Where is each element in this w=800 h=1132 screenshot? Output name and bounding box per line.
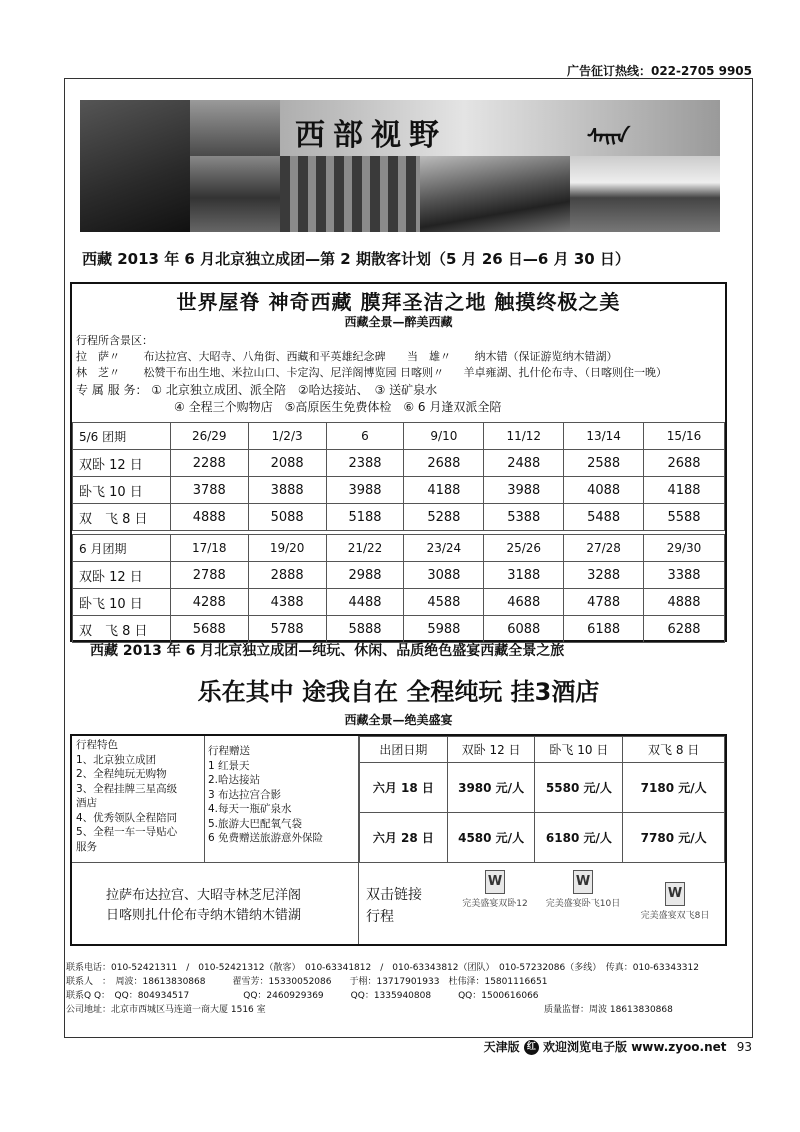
lhasa-label: 拉 萨〃: [76, 350, 120, 363]
feature-item: 4、优秀领队全程陪同: [76, 811, 178, 824]
divider: [204, 736, 205, 862]
nyingchi-sites: 松赞干布出生地、米拉山口、卡定沟、尼洋阁博览园 日喀则〃: [143, 366, 444, 379]
price-cell: 3288: [564, 562, 644, 589]
scenic-label: 行程所含景区：: [76, 334, 153, 347]
price-cell: 5580 元/人: [535, 763, 623, 813]
nyingchi-line: [76, 364, 667, 380]
link-label-2: 行程: [366, 909, 394, 925]
feature-item: 服务: [76, 840, 97, 853]
price-cell: 5888: [326, 616, 404, 643]
gift-item: 1 红景天: [208, 759, 250, 772]
contact-persons: 联系人 ： 周波：18613830868 翟雪芳：15330052086 于栩：13717901933 杜伟泽：15801116651: [66, 977, 548, 987]
feature-item: 酒店: [76, 797, 97, 809]
doc-link-double-flight[interactable]: [630, 882, 720, 921]
table-header-row: [73, 535, 725, 562]
link-label-1: 双击链接: [366, 887, 422, 903]
table-row: [360, 763, 725, 813]
price-cell: 3388: [644, 562, 725, 589]
price-cell: 4888: [170, 504, 248, 531]
gift-item: 3 布达拉宫合影: [208, 788, 282, 801]
price-cell: 4888: [644, 589, 725, 616]
price-cell: 5688: [170, 616, 248, 643]
price-cell: 6088: [484, 616, 564, 643]
price-cell: 5788: [248, 616, 326, 643]
doc-label: 完美盛宴卧飞10日: [545, 899, 621, 909]
price-cell: 25/26: [484, 535, 564, 562]
footer-text: 欢迎浏览电子版 www.zyoo.net: [543, 1040, 727, 1054]
word-document-icon: W: [485, 870, 505, 894]
price-cell: 5588: [644, 504, 725, 531]
banner: [80, 100, 720, 232]
section2-slogan: 乐在其中 途我自在 全程纯玩 挂3酒店: [197, 678, 600, 706]
doc-label: 完美盛宴双卧12: [462, 899, 528, 909]
price-cell: 4788: [564, 589, 644, 616]
price-cell: 26/29: [170, 423, 248, 450]
banner-photo-snow-lake: [570, 156, 720, 232]
price-cell: 9/10: [404, 423, 484, 450]
section1-slogan: 世界屋脊 神奇西藏 膜拜圣洁之地 触摸终极之美: [176, 290, 621, 314]
price-cell: 卧飞 10 日: [535, 737, 623, 763]
gift-item: 6 免费赠送旅游意外保险: [208, 832, 324, 844]
price-cell: 5088: [248, 504, 326, 531]
price-cell: 27/28: [564, 535, 644, 562]
price-cell: 13/14: [564, 423, 644, 450]
gifts-title: 行程赠送: [208, 745, 250, 757]
price-cell: 4288: [170, 589, 248, 616]
price-cell: 6288: [644, 616, 725, 643]
lhasa-line: [76, 348, 618, 364]
gift-item: 2.哈达接站: [208, 774, 261, 786]
service-label: 专 属 服 务：: [76, 383, 148, 397]
section2-box: [70, 734, 727, 946]
feature-item: 5、全程一车一导贴心: [76, 826, 178, 838]
price-cell: 双飞 8 日: [623, 737, 725, 763]
price-cell: 17/18: [170, 535, 248, 562]
footer-edition: 天津版: [483, 1040, 520, 1054]
section2-price-table: [359, 736, 725, 863]
route-summary: [106, 886, 301, 926]
price-cell: 2688: [404, 450, 484, 477]
service-items1: ① 北京独立成团、派全陪 ②哈达接站、 ③ 送矿泉水: [151, 383, 438, 397]
price-cell: 6188: [564, 616, 644, 643]
banner-photo-palace: [190, 100, 280, 156]
lhasa-sites: 布达拉宫、大昭寺、八角街、西藏和平英雄纪念碑: [143, 350, 386, 363]
table-row: [73, 589, 725, 616]
price-cell: 4688: [484, 589, 564, 616]
plan1-title: 西藏 2013 年 6 月北京独立成团—第 2 期散客计划（5 月 26 日—6 月 30 日）: [82, 250, 630, 268]
link-hint: [366, 884, 422, 928]
departure-date: 六月 18 日: [360, 763, 448, 813]
table-row: [73, 504, 725, 531]
row-label: 双 飞 8 日: [73, 504, 171, 531]
gifts-list: [208, 744, 356, 846]
price-cell: 2088: [248, 450, 326, 477]
contact-phones: 联系电话：010-52421311 / 010-52421312（散客） 010-63341812 / 010-63343812（团队） 010-57232086（多线） 传真：010-63343312: [66, 963, 699, 973]
price-cell: 2388: [326, 450, 404, 477]
plan2-title: 西藏 2013 年 6 月北京独立成团—纯玩、休闲、品质绝色盛宴西藏全景之旅: [90, 643, 565, 659]
price-cell: 5388: [484, 504, 564, 531]
price-cell: 23/24: [404, 535, 484, 562]
doc-link-sleeper-flight[interactable]: [538, 870, 628, 909]
price-cell: 7180 元/人: [623, 763, 725, 813]
price-table-june: [72, 534, 725, 643]
price-cell: 19/20: [248, 535, 326, 562]
price-cell: 4388: [248, 589, 326, 616]
route-line1: 拉萨布达拉宫、大昭寺林芝尼洋阁: [106, 888, 302, 903]
feature-item: 2、全程纯玩无购物: [76, 768, 167, 780]
row-label: 卧飞 10 日: [73, 589, 171, 616]
doc-link-double-sleeper[interactable]: [450, 870, 540, 909]
price-cell: 21/22: [326, 535, 404, 562]
table-header-row: [73, 423, 725, 450]
price-table-may: [72, 422, 725, 531]
price-cell: 6180 元/人: [535, 813, 623, 863]
price-cell: 2988: [326, 562, 404, 589]
price-cell: 3988: [484, 477, 564, 504]
price-cell: 5288: [404, 504, 484, 531]
price-cell: 3888: [248, 477, 326, 504]
banner-photo-prayer-wheels: [280, 156, 420, 232]
section2-subtitle: 西藏全景—绝美盛宴: [344, 713, 453, 727]
banner-photo-portrait: [80, 100, 190, 232]
gift-item: 4.每天一瓶矿泉水: [208, 803, 292, 815]
contact-qq: 联系Q Q： QQ：804934517 QQ：2460929369 QQ：1335940808 QQ：1500616066: [66, 991, 539, 1001]
price-cell: 6: [326, 423, 404, 450]
price-cell: 4088: [564, 477, 644, 504]
departure-date: 出团日期: [360, 737, 448, 763]
price-cell: 3788: [170, 477, 248, 504]
footer-badge-icon: 红: [524, 1040, 539, 1055]
route-line2: 日喀则扎什伦布寺纳木错纳木错湖: [106, 908, 302, 923]
dangxiong-sites: 纳木错（保证游览纳木错湖）: [474, 350, 618, 363]
price-cell: 7780 元/人: [623, 813, 725, 863]
price-cell: 4188: [644, 477, 725, 504]
price-cell: 2888: [248, 562, 326, 589]
table-row: [360, 813, 725, 863]
price-cell: 15/16: [644, 423, 725, 450]
banner-photo-mountain-lake: [420, 156, 570, 232]
gift-item: 5.旅游大巴配氧气袋: [208, 817, 303, 830]
contact-quality: 质量监督：周波 18613830868: [544, 1005, 673, 1015]
price-cell: 11/12: [484, 423, 564, 450]
feature-item: 1、北京独立成团: [76, 753, 157, 766]
price-cell: 4588: [404, 589, 484, 616]
banner-title: 西部视野: [295, 118, 447, 153]
row-label: 6 月团期: [73, 535, 171, 562]
row-label: 双卧 12 日: [73, 450, 171, 477]
word-document-icon: W: [573, 870, 593, 894]
price-cell: 4488: [326, 589, 404, 616]
dangxiong-label: 当 雄〃: [407, 350, 451, 363]
row-label: 5/6 团期: [73, 423, 171, 450]
word-document-icon: W: [665, 882, 685, 906]
price-cell: 2588: [564, 450, 644, 477]
price-cell: 3088: [404, 562, 484, 589]
price-cell: 2688: [644, 450, 725, 477]
price-cell: 3188: [484, 562, 564, 589]
price-cell: 3980 元/人: [447, 763, 535, 813]
footer: [484, 1038, 752, 1055]
nyingchi-label: 林 芝〃: [76, 366, 120, 379]
table-row: [73, 477, 725, 504]
banner-photo-lake: [190, 156, 280, 232]
features-list: [76, 738, 202, 854]
doc-label: 完美盛宴双飞8日: [640, 911, 710, 921]
price-cell: 5488: [564, 504, 644, 531]
price-cell: 2488: [484, 450, 564, 477]
section1-box: [70, 282, 727, 642]
price-cell: 2788: [170, 562, 248, 589]
price-cell: 3988: [326, 477, 404, 504]
page-number: 93: [736, 1040, 752, 1054]
contact-block: [64, 960, 753, 1018]
price-cell: 5988: [404, 616, 484, 643]
table-header-row: [360, 737, 725, 763]
table-row: [73, 562, 725, 589]
price-cell: 4188: [404, 477, 484, 504]
price-cell: 5188: [326, 504, 404, 531]
features-title: 行程特色: [76, 739, 118, 751]
price-cell: 双卧 12 日: [447, 737, 535, 763]
price-cell: 4580 元/人: [447, 813, 535, 863]
row-label: 双卧 12 日: [73, 562, 171, 589]
service-line1: [76, 381, 437, 398]
price-cell: 1/2/3: [248, 423, 326, 450]
contact-address: 公司地址：北京市西城区马连道一商大厦 1516 室: [66, 1005, 266, 1015]
banner-signature-logo: ᠰᠠᠢᠨ: [585, 124, 626, 148]
feature-item: 3、全程挂牌三星高级: [76, 782, 178, 795]
ad-hotline: 广告征订热线：022-2705 9905: [566, 64, 752, 78]
departure-date: 六月 28 日: [360, 813, 448, 863]
row-label: 双 飞 8 日: [73, 616, 171, 643]
table-row: [73, 616, 725, 643]
price-cell: 29/30: [644, 535, 725, 562]
price-cell: 2288: [170, 450, 248, 477]
row-label: 卧飞 10 日: [73, 477, 171, 504]
shigatse-sites: 羊卓雍湖、扎什伦布寺、（日喀则住一晚）: [463, 366, 667, 379]
table-row: [73, 450, 725, 477]
service-items2: ④ 全程三个购物店 ⑤高原医生免费体检 ⑥ 6 月逢双派全陪: [174, 400, 502, 414]
section1-subtitle: 西藏全景—醉美西藏: [344, 315, 453, 329]
